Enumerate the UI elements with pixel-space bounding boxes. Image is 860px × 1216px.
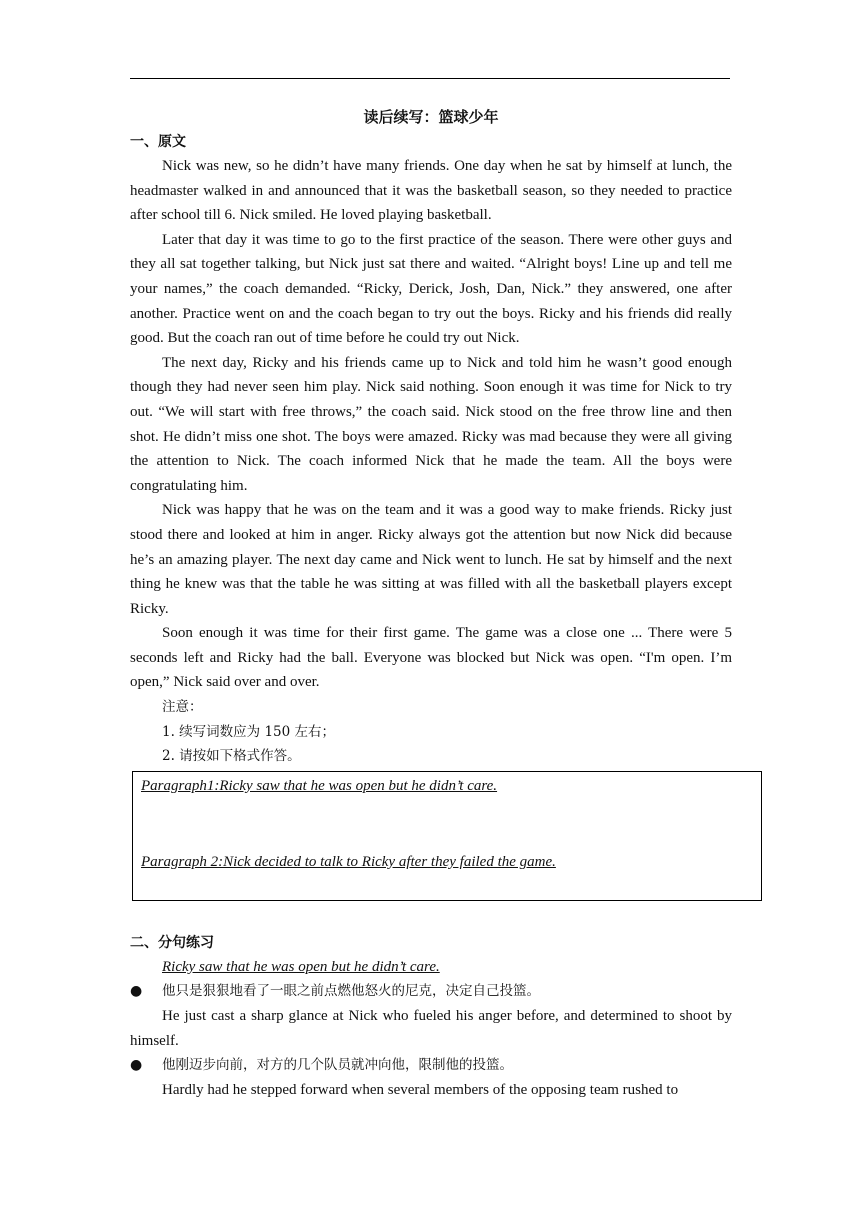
practice-item-2-chinese	[130, 1053, 732, 1078]
practice-item-1-english: He just cast a sharp glance at Nick who fueled his anger before, and determined to shoot by himself.	[130, 1008, 732, 1049]
bullet-icon: ●	[130, 1057, 143, 1074]
story-paragraph-2: Later that day it was time to go to the first practice of the season. There were other guys and they all sat together talking, but Nick just sat there and waited. “Alright boys! Line up and tell me your names,” the coach demanded. “Ricky, Derick, Josh, Dan, Nick.” they answered, one after another. Practice went on and the coach began to try out the boys. Ricky and his friends did really good. But the coach ran out of time before he could try out Nick.	[130, 231, 732, 347]
bullet-icon: ●	[130, 983, 143, 1000]
note-item-1: 1. 续写词数应为 150 左右；	[162, 723, 336, 740]
practice-item-2-english: Hardly had he stepped forward when several members of the opposing team rushed to	[162, 1081, 679, 1098]
note-item-2: 2. 请按如下格式作答。	[162, 748, 301, 765]
chinese-sentence: 他刚迈步向前，对方的几个队员就冲向他，限制他的投篮。	[162, 1057, 513, 1074]
document-content	[130, 104, 732, 1102]
practice-subtitle: Ricky saw that he was open but he didn’t care.	[162, 958, 440, 975]
story-paragraph-5: Soon enough it was time for their first game. The game was a close one ... There were 5 seconds left and Ricky had the ball. Everyone was blocked but Nick was open. “I'm open. I’m open,” Nick said over and over.	[130, 625, 732, 691]
notes-label: 注意：	[162, 699, 203, 716]
header-rule	[130, 78, 730, 79]
paragraph-2-prompt: Paragraph 2:Nick decided to talk to Ricky after they failed the game.	[141, 853, 556, 870]
answer-format-box	[132, 771, 762, 901]
section-heading-practice: 二、分句练习	[130, 934, 214, 951]
practice-item-1-chinese	[130, 979, 732, 1004]
paragraph-1-prompt: Paragraph1:Ricky saw that he was open but he didn’t care.	[141, 777, 498, 794]
chinese-sentence: 他只是狠狠地看了一眼之前点燃他怒火的尼克，决定自己投篮。	[162, 983, 540, 1000]
story-paragraph-1: Nick was new, so he didn’t have many friends. One day when he sat by himself at lunch, the headmaster walked in and announced that it was the basketball season, so they needed to practice after school till 6. Nick smiled. He loved playing basketball.	[130, 158, 732, 224]
story-paragraph-3: The next day, Ricky and his friends came up to Nick and told him he wasn’t good enough though they had never seen him play. Nick said nothing. Soon enough it was time for Nick to try out. “We will start with free throws,” the coach said. Nick stood on the free throw line and then shot. He didn’t miss one shot. The boys were amazed. Ricky was mad because they were all giving the attention to Nick. The coach informed Nick that he made the team. All the boys were congratulating him.	[130, 354, 732, 494]
story-paragraph-4: Nick was happy that he was on the team and it was a good way to make friends. Ricky just stood there and looked at him in anger. Ricky always got the attention but now Nick did because he’s an amazing player. The next day came and Nick went to lunch. He sat by himself and the next thing he knew was that the table he was sitting at was filled with all the basketball players except Ricky.	[130, 502, 732, 617]
section-heading-original: 一、原文	[130, 134, 186, 150]
document-title: 读后续写：篮球少年	[363, 108, 499, 126]
